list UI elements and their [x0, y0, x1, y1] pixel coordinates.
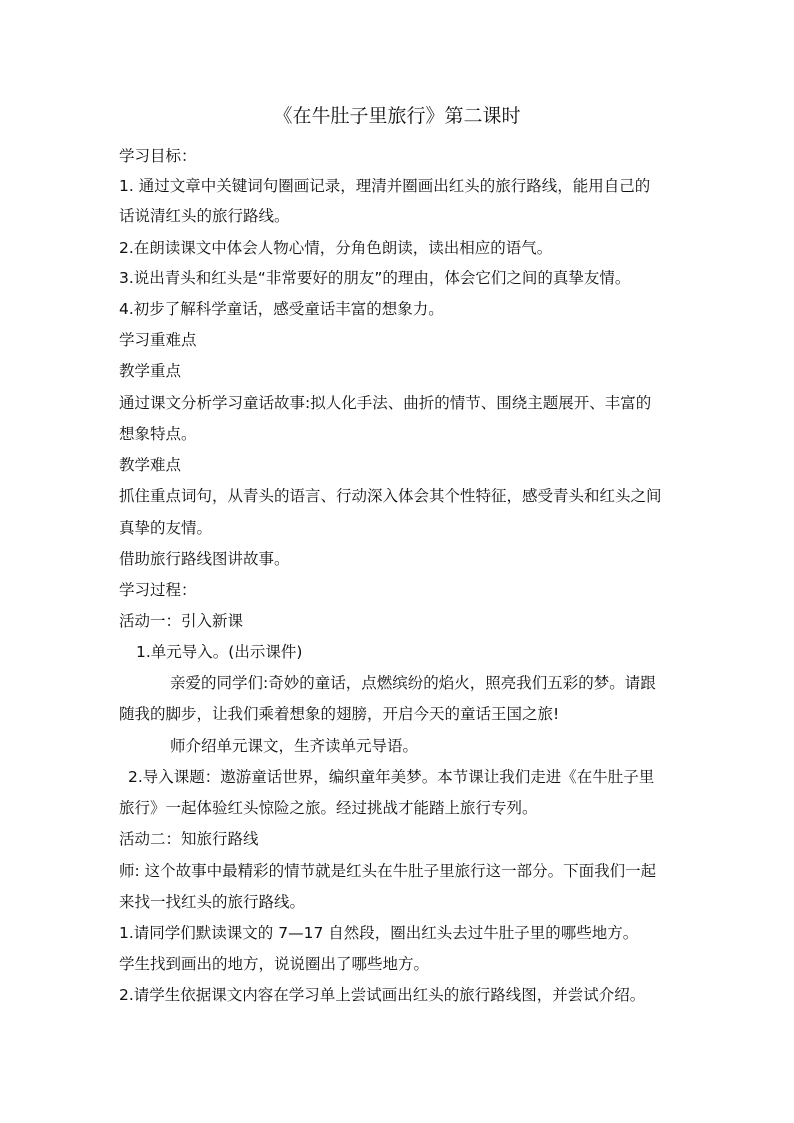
focus-line-1: 通过课文分析学习童话故事:拟人化手法、曲折的情节、围绕主题展开、丰富的	[119, 394, 652, 412]
activity-2-teacher-line-2: 来找一找红头的旅行路线。	[119, 893, 306, 911]
heading-teaching-difficulty: 教学难点	[119, 456, 182, 474]
focus-line-2: 想象特点。	[119, 425, 197, 443]
activity-1-heading: 活动一：引入新课	[119, 612, 244, 630]
goal-3: 3.说出青头和红头是“非常要好的朋友”的理由，体会它们之间的真挚友情。	[119, 269, 631, 287]
intro-paragraph-line-3: 师介绍单元课文，生齐读单元导语。	[170, 737, 419, 755]
heading-learning-goals: 学习目标：	[119, 147, 197, 165]
heading-learning-process: 学习过程：	[119, 581, 197, 599]
goal-1-line-2: 话说清红头的旅行路线。	[119, 207, 290, 225]
document-title: 《在牛肚子里旅行》第二课时	[273, 105, 521, 127]
goal-1-line-1: 1. 通过文章中关键词句圈画记录，理清并圈画出红头的旅行路线，能用自己的	[119, 177, 651, 195]
heading-key-difficult-points: 学习重难点	[119, 331, 197, 349]
intro-paragraph-line-1: 亲爱的同学们:奇妙的童话，点燃缤纷的焰火，照亮我们五彩的梦。请跟	[170, 674, 656, 692]
activity-1-step-2-line-1: 2.导入课题：遨游童话世界，编织童年美梦。本节课让我们走进《在牛肚子里	[128, 768, 655, 786]
activity-2-step-2: 2.请学生依据课文内容在学习单上尝试画出红头的旅行路线图，并尝试介绍。	[119, 986, 646, 1004]
activity-2-heading: 活动二：知旅行路线	[119, 830, 259, 848]
activity-2-student-response: 学生找到画出的地方，说说圈出了哪些地方。	[119, 955, 430, 973]
difficulty-line-2: 真挚的友情。	[119, 519, 213, 537]
goal-2: 2.在朗读课文中体会人物心情，分角色朗读，读出相应的语气。	[119, 239, 553, 257]
difficulty-line-1: 抓住重点词句，从青头的语言、行动深入体会其个性特征，感受青头和红头之间	[119, 487, 662, 505]
activity-1-step-2-line-2: 旅行》一起体验红头惊险之旅。经过挑战才能踏上旅行专列。	[119, 799, 538, 817]
intro-paragraph-line-2: 随我的脚步，让我们乘着想象的翅膀，开启今天的童话王国之旅!	[119, 705, 560, 723]
activity-2-step-1: 1.请同学们默读课文的 7—17 自然段，圈出红头去过牛肚子里的哪些地方。	[119, 924, 639, 942]
heading-teaching-focus: 教学重点	[119, 362, 182, 380]
activity-2-teacher-line-1: 师: 这个故事中最精彩的情节就是红头在牛肚子里旅行这一部分。下面我们一起	[119, 862, 657, 880]
goal-4: 4.初步了解科学童话，感受童话丰富的想象力。	[119, 300, 444, 318]
difficulty-line-3: 借助旅行路线图讲故事。	[119, 550, 290, 568]
activity-1-step-1: 1.单元导入。(出示课件)	[136, 643, 303, 661]
